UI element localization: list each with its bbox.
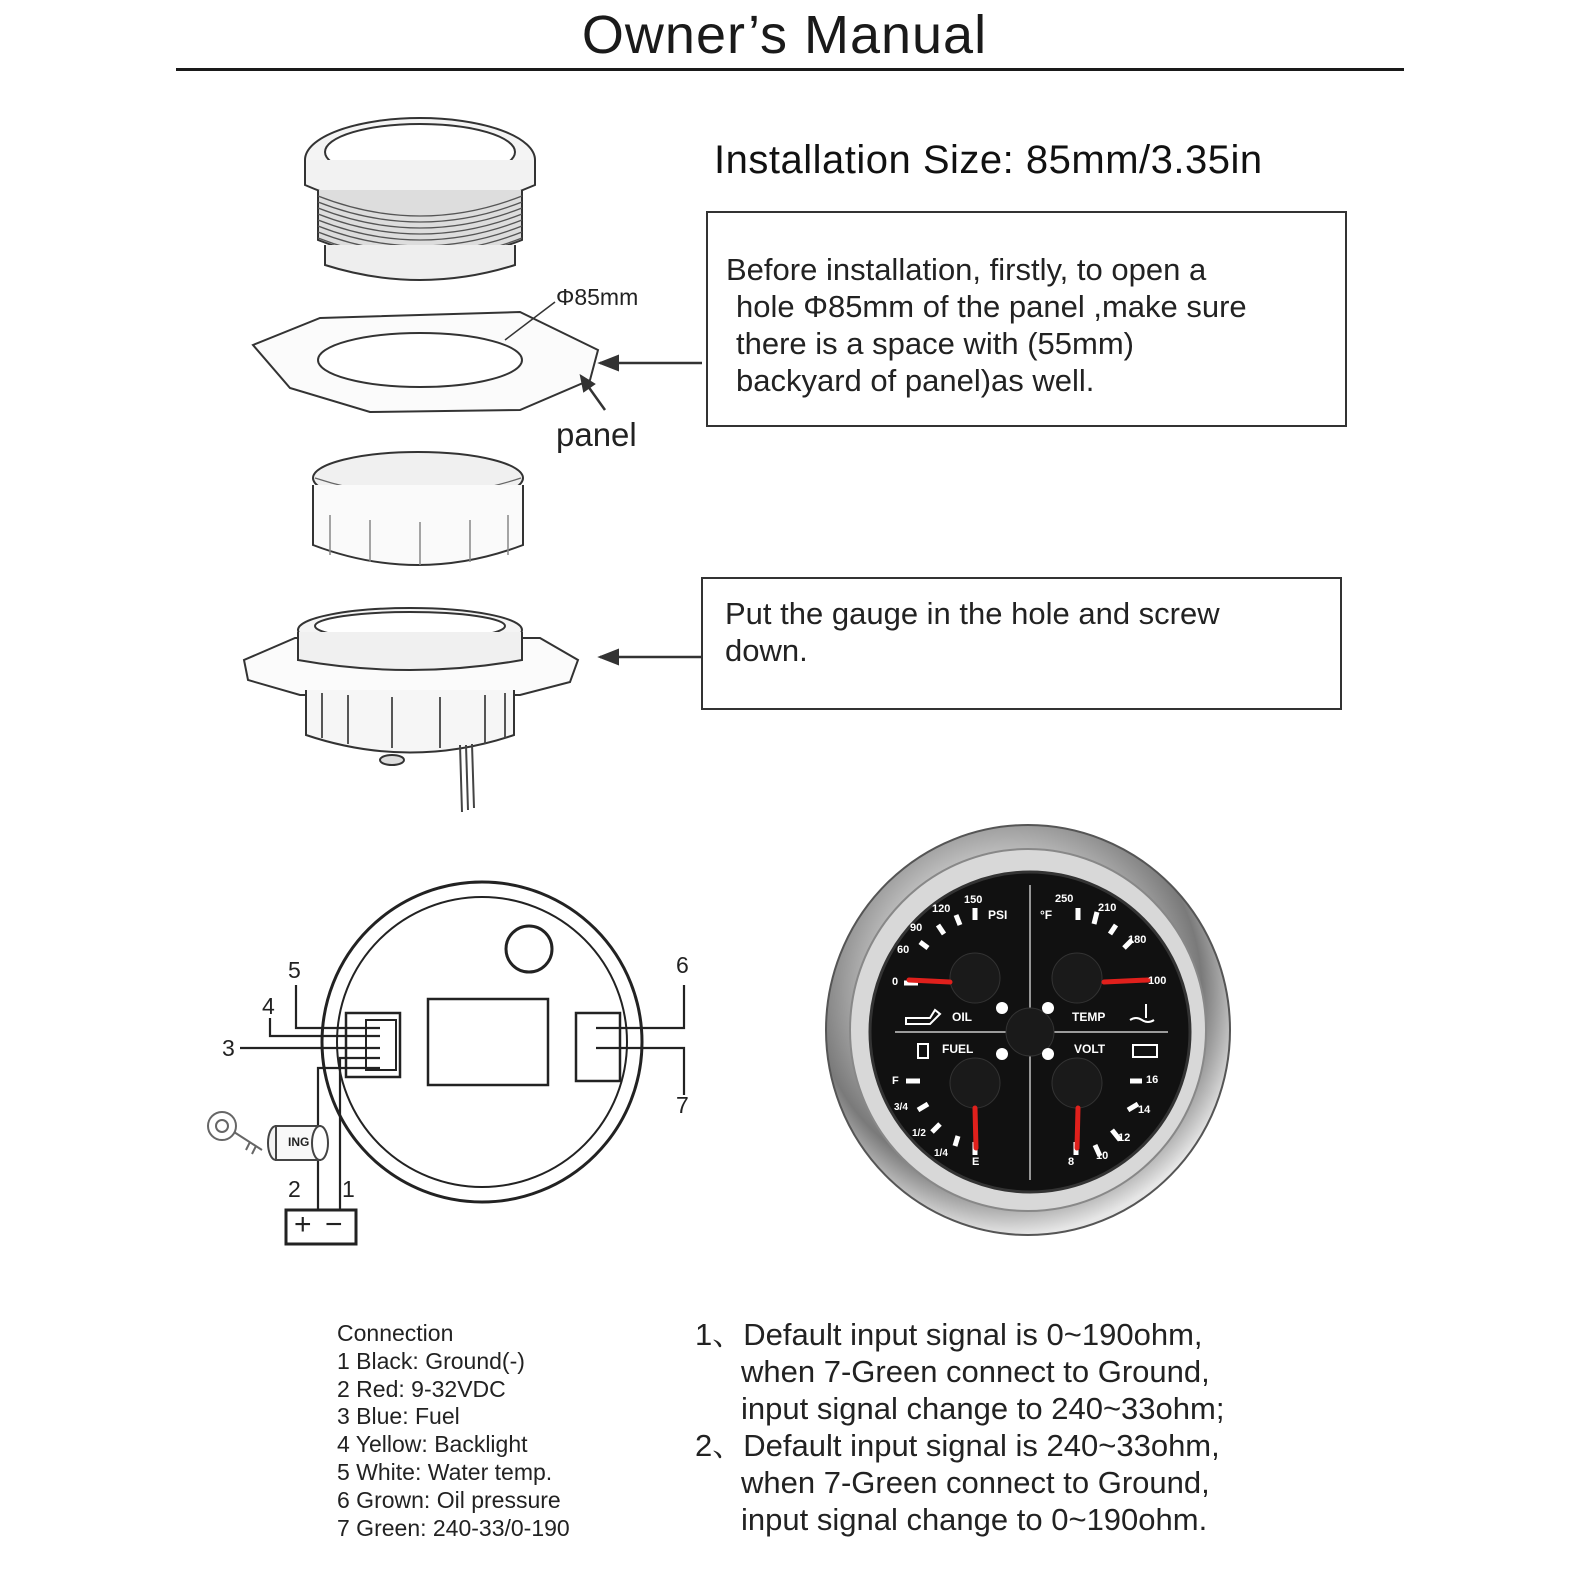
panel-label: panel bbox=[556, 416, 637, 453]
volt-tick-label: 8 bbox=[1068, 1156, 1075, 1168]
step2-line: Put the gauge in the hole and screw bbox=[725, 596, 1220, 631]
connection-title: Connection bbox=[337, 1320, 454, 1346]
volt-needle bbox=[1077, 1108, 1078, 1148]
fuel-tick-label: 1/2 bbox=[912, 1128, 926, 1139]
wire-label-5: 5 bbox=[288, 957, 301, 983]
wire-label-1: 1 bbox=[342, 1176, 355, 1202]
note-line: input signal change to 0~190ohm. bbox=[741, 1502, 1208, 1537]
volt-tick-label: 12 bbox=[1118, 1132, 1131, 1144]
fuel-tick-label: 3/4 bbox=[894, 1102, 908, 1113]
oil-tick-label: 150 bbox=[964, 894, 983, 906]
fuel-tick-label: 1/4 bbox=[934, 1148, 948, 1159]
volt-tick-label: 14 bbox=[1138, 1104, 1151, 1116]
gauge-oil-unit: PSI bbox=[988, 908, 1008, 922]
note-line: input signal change to 240~33ohm; bbox=[741, 1391, 1225, 1426]
connection-item: 7 Green: 240-33/0-190 bbox=[337, 1514, 570, 1541]
oil-tick-label: 120 bbox=[932, 903, 951, 915]
temp-needle bbox=[1104, 980, 1148, 982]
fuel-tick-label: E bbox=[972, 1156, 980, 1168]
battery-minus: − bbox=[325, 1208, 343, 1241]
connection-item: 2 Red: 9-32VDC bbox=[337, 1375, 506, 1402]
step1-line: backyard of panel)as well. bbox=[736, 363, 1095, 398]
step2-line: down. bbox=[725, 633, 808, 668]
note-line: 1、Default input signal is 0~190ohm, bbox=[695, 1317, 1203, 1352]
oil-tick-label: 0 bbox=[892, 976, 899, 988]
connection-item: 5 White: Water temp. bbox=[337, 1458, 553, 1485]
wire-label-4: 4 bbox=[262, 993, 275, 1019]
step1-line: there is a space with (55mm) bbox=[736, 326, 1134, 361]
note-line: 2、Default input signal is 240~33ohm, bbox=[695, 1428, 1220, 1463]
note-line: when 7-Green connect to Ground, bbox=[741, 1354, 1210, 1389]
gauge-oil-label: OIL bbox=[952, 1010, 972, 1024]
note-line: when 7-Green connect to Ground, bbox=[741, 1465, 1210, 1500]
temp-tick-label: 250 bbox=[1055, 893, 1074, 905]
connection-item: 4 Yellow: Backlight bbox=[337, 1431, 528, 1458]
temp-tick-label: 210 bbox=[1098, 902, 1117, 914]
gauge-volt-label: VOLT bbox=[1074, 1042, 1106, 1056]
wire-label-2: 2 bbox=[288, 1176, 301, 1202]
fuel-needle bbox=[975, 1108, 976, 1148]
connection-list bbox=[337, 1320, 570, 1542]
step1-line: hole Φ85mm of the panel ,make sure bbox=[736, 289, 1247, 324]
fuel-tick-label: F bbox=[892, 1075, 899, 1087]
gauge-fuel-label: FUEL bbox=[942, 1042, 974, 1056]
connection-item: 3 Blue: Fuel bbox=[337, 1403, 460, 1430]
oil-needle bbox=[909, 980, 950, 982]
wire-label-7: 7 bbox=[676, 1092, 689, 1118]
oil-tick-label: 60 bbox=[897, 944, 910, 956]
connection-item: 1 Black: Ground(-) bbox=[337, 1347, 525, 1374]
temp-tick-label: 100 bbox=[1148, 975, 1167, 987]
page-title: Owner’s Manual bbox=[581, 5, 988, 65]
signal-notes bbox=[695, 1316, 1224, 1538]
gauge-temp-label: TEMP bbox=[1072, 1010, 1106, 1024]
wire-label-6: 6 bbox=[676, 952, 689, 978]
wire-label-3: 3 bbox=[222, 1035, 235, 1061]
gauge-temp-unit: °F bbox=[1040, 908, 1053, 922]
temp-tick-label: 180 bbox=[1128, 934, 1147, 946]
battery-plus: + bbox=[294, 1208, 312, 1241]
ignition-label: ING bbox=[288, 1135, 310, 1149]
volt-tick-label: 10 bbox=[1096, 1150, 1109, 1162]
installation-size-text: Installation Size: 85mm/3.35in bbox=[714, 138, 1263, 182]
connection-item: 6 Grown: Oil pressure bbox=[337, 1486, 561, 1513]
oil-tick-label: 90 bbox=[910, 922, 923, 934]
volt-tick-label: 16 bbox=[1146, 1074, 1159, 1086]
hole-diameter-label: Φ85mm bbox=[556, 284, 639, 310]
step1-line: Before installation, firstly, to open a bbox=[726, 252, 1207, 287]
